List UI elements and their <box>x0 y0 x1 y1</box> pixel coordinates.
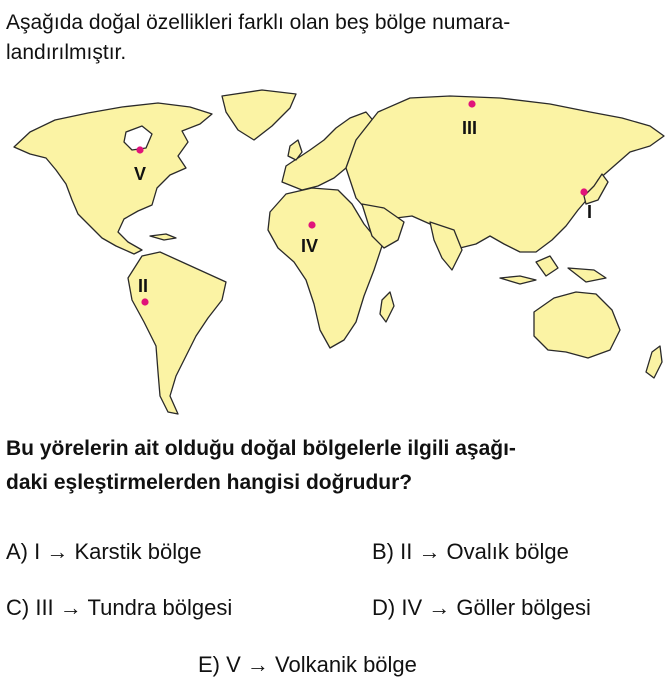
marker-IV <box>308 221 315 228</box>
land-greenland <box>222 90 296 140</box>
label-II: II <box>138 276 149 296</box>
question-line-2: daki eşleştirmelerden hangisi doğrudur? <box>6 471 413 494</box>
intro-text <box>6 8 666 68</box>
label-I: I <box>587 202 593 222</box>
label-III: III <box>462 118 478 138</box>
land-madagascar <box>380 292 394 322</box>
land-masses <box>14 90 664 414</box>
land-indonesia-2 <box>536 256 558 276</box>
world-map <box>0 84 671 424</box>
option-b[interactable]: B) II → Ovalık bölge <box>372 539 569 564</box>
option-d[interactable]: D) IV → Göller bölgesi <box>372 595 591 620</box>
land-australia <box>534 292 620 358</box>
land-indonesia-1 <box>500 276 536 284</box>
intro-line-1: Aşağıda doğal özellikleri farklı olan beş bölge numara- <box>6 11 511 34</box>
label-IV: IV <box>301 236 319 256</box>
land-north-america <box>14 103 212 254</box>
marker-V <box>136 146 143 153</box>
label-V: V <box>134 164 147 184</box>
marker-III <box>468 100 475 107</box>
land-new-guinea <box>568 268 606 282</box>
land-cuba <box>150 234 176 240</box>
question-text <box>6 432 666 500</box>
question-line-1: Bu yörelerin ait olduğu doğal bölgelerle ilgili aşağı- <box>6 437 516 460</box>
marker-I <box>580 188 587 195</box>
intro-line-2: landırılmıştır. <box>6 41 127 64</box>
option-c[interactable]: C) III → Tundra bölgesi <box>6 595 233 620</box>
option-a[interactable]: A) I → Karstik bölge <box>6 539 202 564</box>
land-new-zealand <box>646 346 662 378</box>
marker-II <box>141 298 148 305</box>
option-e[interactable]: E) V → Volkanik bölge <box>198 652 417 677</box>
